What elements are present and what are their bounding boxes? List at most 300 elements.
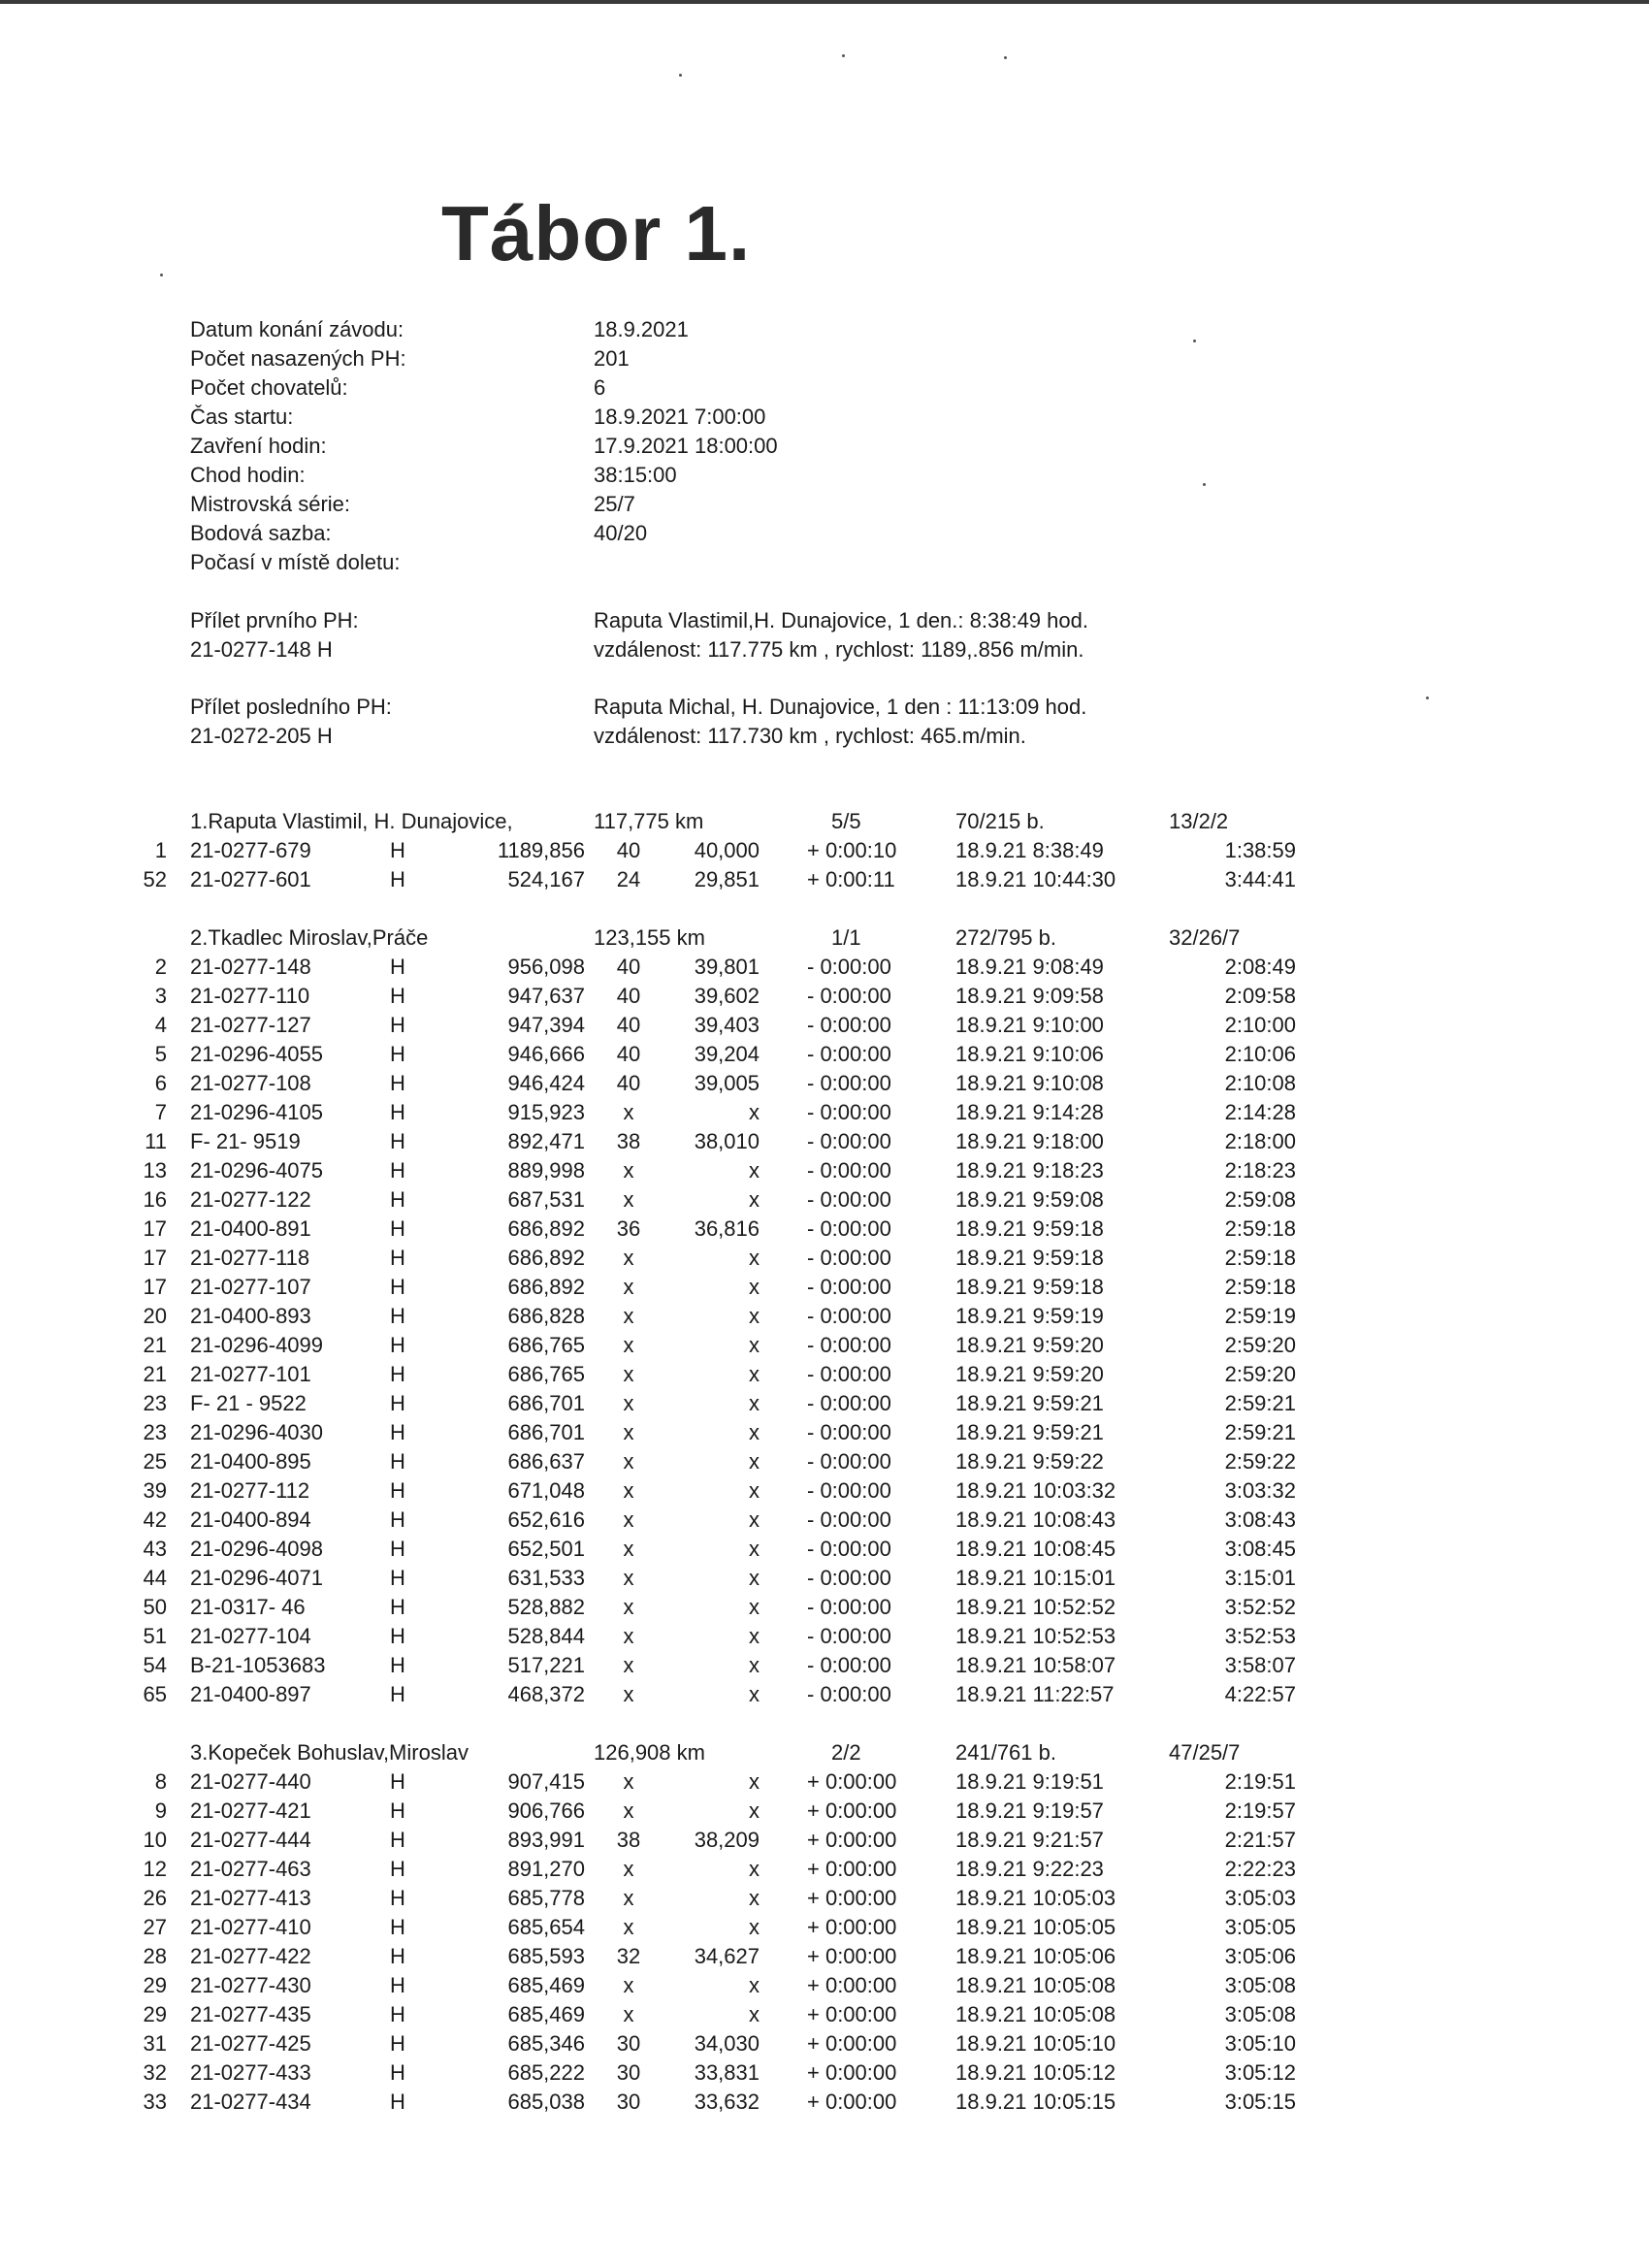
coefficient-cell: x (749, 1653, 760, 1677)
table-row (0, 865, 1649, 894)
placing-cell: 23 (143, 1391, 167, 1415)
arrival-time-cell: 18.9.21 9:10:00 (955, 1013, 1104, 1037)
sex-cell: H (390, 1216, 405, 1241)
scan-speck (1426, 697, 1429, 699)
arrival-time-cell: 18.9.21 10:05:06 (955, 1944, 1116, 1968)
coefficient-cell: x (749, 1769, 760, 1794)
speed-cell: 652,616 (507, 1507, 585, 1532)
placing-cell: 65 (143, 1682, 167, 1706)
flight-duration-cell: 2:59:21 (1224, 1391, 1296, 1415)
ring-number-cell: 21-0277-434 (190, 2090, 311, 2114)
coefficient-cell: 39,801 (694, 955, 760, 979)
ring-number-cell: 21-0277-104 (190, 1624, 311, 1648)
speed-cell: 685,469 (507, 2002, 585, 2026)
coefficient-cell: 39,602 (694, 984, 760, 1008)
first-arrival-line1: Raputa Vlastimil,H. Dunajovice, 1 den.: 8:38:49 hod. (594, 608, 1088, 632)
points-cell: 30 (616, 2031, 641, 2056)
arrival-time-cell: 18.9.21 10:05:15 (955, 2090, 1116, 2114)
coefficient-cell: x (749, 1973, 760, 1997)
flight-duration-cell: 3:44:41 (1224, 867, 1296, 891)
table-row (0, 1855, 1649, 1884)
table-row (0, 1215, 1649, 1244)
table-row (0, 1127, 1649, 1156)
placing-cell: 44 (143, 1566, 167, 1590)
arrival-time-cell: 18.9.21 10:05:08 (955, 1973, 1116, 1997)
placing-cell: 9 (154, 1798, 167, 1823)
speed-cell: 906,766 (507, 1798, 585, 1823)
points-cell: x (623, 1158, 634, 1183)
speed-cell: 889,998 (507, 1158, 585, 1183)
ring-number-cell: 21-0277-122 (190, 1187, 311, 1212)
points-cell: x (623, 1595, 634, 1619)
table-row (0, 1244, 1649, 1273)
correction-cell: - 0:00:00 (807, 1042, 891, 1066)
table-row (0, 1476, 1649, 1506)
sex-cell: H (390, 2060, 405, 2085)
info-value: 18.9.2021 (594, 317, 689, 341)
ring-number-cell: 21-0277-110 (190, 984, 310, 1008)
correction-cell: + 0:00:00 (807, 2002, 897, 2026)
flight-duration-cell: 3:52:52 (1224, 1595, 1296, 1619)
table-row (0, 1767, 1649, 1797)
speed-cell: 892,471 (507, 1129, 585, 1153)
sex-cell: H (390, 2031, 405, 2056)
flight-duration-cell: 4:22:57 (1224, 1682, 1296, 1706)
speed-cell: 631,533 (507, 1566, 585, 1590)
group-ratio: 1/1 (831, 925, 861, 950)
coefficient-cell: x (749, 1595, 760, 1619)
placing-cell: 32 (143, 2060, 167, 2085)
group-name: 1.Raputa Vlastimil, H. Dunajovice, (190, 809, 513, 833)
correction-cell: + 0:00:00 (807, 2090, 897, 2114)
correction-cell: + 0:00:00 (807, 1973, 897, 1997)
arrival-time-cell: 18.9.21 10:15:01 (955, 1566, 1116, 1590)
ring-number-cell: 21-0277-430 (190, 1973, 311, 1997)
ring-number-cell: 21-0296-4105 (190, 1100, 324, 1124)
coefficient-cell: x (749, 1886, 760, 1910)
correction-cell: + 0:00:00 (807, 2060, 897, 2085)
points-cell: 40 (616, 1042, 641, 1066)
speed-cell: 685,654 (507, 1915, 585, 1939)
points-cell: 40 (616, 838, 641, 862)
table-row (0, 1302, 1649, 1331)
flight-duration-cell: 2:59:20 (1224, 1362, 1296, 1386)
correction-cell: - 0:00:00 (807, 1100, 891, 1124)
coefficient-cell: x (749, 1391, 760, 1415)
correction-cell: - 0:00:00 (807, 1595, 891, 1619)
sex-cell: H (390, 1973, 405, 1997)
points-cell: x (623, 1798, 634, 1823)
coefficient-cell: x (749, 1915, 760, 1939)
sex-cell: H (390, 1158, 405, 1183)
flight-duration-cell: 2:10:08 (1224, 1071, 1296, 1095)
flight-duration-cell: 3:05:10 (1224, 2031, 1296, 2056)
speed-cell: 686,765 (507, 1333, 585, 1357)
coefficient-cell: x (749, 1507, 760, 1532)
ring-number-cell: 21-0296-4099 (190, 1333, 324, 1357)
correction-cell: - 0:00:00 (807, 1391, 891, 1415)
points-cell: x (623, 1886, 634, 1910)
correction-cell: - 0:00:00 (807, 1071, 891, 1095)
placing-cell: 29 (143, 1973, 167, 1997)
flight-duration-cell: 3:05:03 (1224, 1886, 1296, 1910)
sex-cell: H (390, 1013, 405, 1037)
placing-cell: 7 (154, 1100, 167, 1124)
flight-duration-cell: 2:18:00 (1224, 1129, 1296, 1153)
table-row (0, 1826, 1649, 1855)
table-row (0, 1069, 1649, 1098)
ring-number-cell: 21-0277-463 (190, 1857, 311, 1881)
ring-number-cell: 21-0277-421 (190, 1798, 311, 1823)
group-points: 70/215 b. (955, 809, 1045, 833)
ring-number-cell: 21-0296-4055 (190, 1042, 324, 1066)
coefficient-cell: x (749, 1246, 760, 1270)
flight-duration-cell: 3:05:06 (1224, 1944, 1296, 1968)
arrival-time-cell: 18.9.21 9:59:08 (955, 1187, 1104, 1212)
ring-number-cell: 21-0400-893 (190, 1304, 311, 1328)
placing-cell: 17 (143, 1275, 167, 1299)
points-cell: 38 (616, 1129, 641, 1153)
table-row (0, 1884, 1649, 1913)
table-row (0, 1506, 1649, 1535)
points-cell: x (623, 1449, 634, 1474)
info-value: 25/7 (594, 492, 635, 516)
info-value: 201 (594, 346, 630, 371)
flight-duration-cell: 2:10:00 (1224, 1013, 1296, 1037)
correction-cell: + 0:00:00 (807, 2031, 897, 2056)
table-row (0, 1418, 1649, 1447)
ring-number-cell: 21-0277-444 (190, 1828, 311, 1852)
table-row (0, 1331, 1649, 1360)
info-value: 18.9.2021 7:00:00 (594, 405, 766, 429)
speed-cell: 893,991 (507, 1828, 585, 1852)
arrival-time-cell: 18.9.21 10:44:30 (955, 867, 1116, 891)
info-label: Bodová sazba: (190, 521, 332, 545)
speed-cell: 685,222 (507, 2060, 585, 2085)
sex-cell: H (390, 1391, 405, 1415)
speed-cell: 686,892 (507, 1275, 585, 1299)
flight-duration-cell: 2:14:28 (1224, 1100, 1296, 1124)
table-row (0, 1971, 1649, 2000)
sex-cell: H (390, 1187, 405, 1212)
coefficient-cell: 39,005 (694, 1071, 760, 1095)
speed-cell: 528,882 (507, 1595, 585, 1619)
placing-cell: 5 (154, 1042, 167, 1066)
ring-number-cell: B-21-1053683 (190, 1653, 326, 1677)
flight-duration-cell: 2:10:06 (1224, 1042, 1296, 1066)
last-arrival-label: Přílet posledního PH: (190, 695, 392, 719)
arrival-time-cell: 18.9.21 9:10:06 (955, 1042, 1104, 1066)
group-series: 13/2/2 (1169, 809, 1229, 833)
table-row (0, 982, 1649, 1011)
coefficient-cell: 39,204 (694, 1042, 760, 1066)
arrival-time-cell: 18.9.21 11:22:57 (955, 1682, 1115, 1706)
group-name: 3.Kopeček Bohuslav,Miroslav (190, 1740, 469, 1765)
speed-cell: 517,221 (507, 1653, 585, 1677)
flight-duration-cell: 3:05:08 (1224, 1973, 1296, 1997)
points-cell: x (623, 1187, 634, 1212)
arrival-time-cell: 18.9.21 10:05:03 (955, 1886, 1116, 1910)
sex-cell: H (390, 1129, 405, 1153)
points-cell: x (623, 2002, 634, 2026)
correction-cell: - 0:00:00 (807, 1129, 891, 1153)
flight-duration-cell: 2:21:57 (1224, 1828, 1296, 1852)
correction-cell: + 0:00:00 (807, 1857, 897, 1881)
coefficient-cell: x (749, 1566, 760, 1590)
speed-cell: 1189,856 (497, 838, 585, 862)
sex-cell: H (390, 1915, 405, 1939)
ring-number-cell: 21-0277-107 (190, 1275, 311, 1299)
placing-cell: 11 (145, 1129, 167, 1153)
flight-duration-cell: 3:05:05 (1224, 1915, 1296, 1939)
ring-number-cell: F- 21- 9519 (190, 1129, 301, 1153)
sex-cell: H (390, 867, 405, 891)
arrival-time-cell: 18.9.21 10:08:45 (955, 1537, 1116, 1561)
coefficient-cell: x (749, 1362, 760, 1386)
ring-number-cell: 21-0277-127 (190, 1013, 311, 1037)
group-ratio: 2/2 (831, 1740, 861, 1765)
sex-cell: H (390, 1798, 405, 1823)
placing-cell: 17 (143, 1246, 167, 1270)
ring-number-cell: 21-0277-425 (190, 2031, 311, 2056)
flight-duration-cell: 3:08:45 (1224, 1537, 1296, 1561)
sex-cell: H (390, 2002, 405, 2026)
correction-cell: - 0:00:00 (807, 1537, 891, 1561)
points-cell: 40 (616, 1013, 641, 1037)
correction-cell: - 0:00:00 (807, 1216, 891, 1241)
flight-duration-cell: 2:59:18 (1224, 1275, 1296, 1299)
placing-cell: 13 (143, 1158, 167, 1183)
correction-cell: - 0:00:00 (807, 1187, 891, 1212)
flight-duration-cell: 2:19:57 (1224, 1798, 1296, 1823)
coefficient-cell: 33,831 (694, 2060, 760, 2085)
info-label: Zavření hodin: (190, 434, 327, 458)
group-points: 241/761 b. (955, 1740, 1056, 1765)
table-row (0, 1098, 1649, 1127)
arrival-time-cell: 18.9.21 9:59:21 (955, 1420, 1104, 1444)
correction-cell: + 0:00:00 (807, 1828, 897, 1852)
placing-cell: 52 (143, 867, 167, 891)
speed-cell: 686,828 (507, 1304, 585, 1328)
correction-cell: - 0:00:00 (807, 984, 891, 1008)
scan-speck (160, 274, 163, 276)
info-value: 17.9.2021 18:00:00 (594, 434, 778, 458)
placing-cell: 12 (143, 1857, 167, 1881)
points-cell: x (623, 1915, 634, 1939)
flight-duration-cell: 3:05:08 (1224, 2002, 1296, 2026)
table-row (0, 1797, 1649, 1826)
points-cell: 24 (616, 867, 641, 891)
speed-cell: 686,892 (507, 1216, 585, 1241)
placing-cell: 20 (143, 1304, 167, 1328)
coefficient-cell: x (749, 2002, 760, 2026)
speed-cell: 956,098 (507, 955, 585, 979)
flight-duration-cell: 2:59:22 (1224, 1449, 1296, 1474)
sex-cell: H (390, 984, 405, 1008)
ring-number-cell: 21-0277-112 (190, 1478, 310, 1503)
info-label: Počet chovatelů: (190, 375, 348, 400)
speed-cell: 652,501 (507, 1537, 585, 1561)
placing-cell: 31 (143, 2031, 167, 2056)
sex-cell: H (390, 1246, 405, 1270)
table-row (0, 1040, 1649, 1069)
arrival-time-cell: 18.9.21 10:05:08 (955, 2002, 1116, 2026)
ring-number-cell: 21-0400-895 (190, 1449, 311, 1474)
flight-duration-cell: 3:03:32 (1224, 1478, 1296, 1503)
coefficient-cell: 39,403 (694, 1013, 760, 1037)
flight-duration-cell: 2:08:49 (1224, 955, 1296, 979)
group-distance: 126,908 km (594, 1740, 705, 1765)
table-row (0, 1360, 1649, 1389)
table-row (0, 2000, 1649, 2029)
coefficient-cell: 38,209 (694, 1828, 760, 1852)
coefficient-cell: 33,632 (694, 2090, 760, 2114)
points-cell: x (623, 1507, 634, 1532)
correction-cell: - 0:00:00 (807, 1304, 891, 1328)
arrival-time-cell: 18.9.21 9:59:18 (955, 1216, 1104, 1241)
points-cell: x (623, 1333, 634, 1357)
correction-cell: + 0:00:00 (807, 1886, 897, 1910)
placing-cell: 27 (143, 1915, 167, 1939)
flight-duration-cell: 3:58:07 (1224, 1653, 1296, 1677)
placing-cell: 43 (143, 1537, 167, 1561)
points-cell: 40 (616, 1071, 641, 1095)
placing-cell: 17 (143, 1216, 167, 1241)
speed-cell: 915,923 (507, 1100, 585, 1124)
speed-cell: 686,892 (507, 1246, 585, 1270)
sex-cell: H (390, 1507, 405, 1532)
scan-speck (842, 54, 845, 57)
table-row (0, 953, 1649, 982)
speed-cell: 685,778 (507, 1886, 585, 1910)
points-cell: x (623, 1304, 634, 1328)
placing-cell: 1 (154, 838, 167, 862)
speed-cell: 946,424 (507, 1071, 585, 1095)
arrival-time-cell: 18.9.21 9:14:28 (955, 1100, 1104, 1124)
coefficient-cell: x (749, 1275, 760, 1299)
arrival-time-cell: 18.9.21 9:18:00 (955, 1129, 1104, 1153)
ring-number-cell: 21-0277-435 (190, 2002, 311, 2026)
ring-number-cell: 21-0277-422 (190, 1944, 311, 1968)
table-row (0, 1622, 1649, 1651)
arrival-time-cell: 18.9.21 10:52:52 (955, 1595, 1116, 1619)
coefficient-cell: x (749, 1158, 760, 1183)
coefficient-cell: x (749, 1333, 760, 1357)
flight-duration-cell: 3:08:43 (1224, 1507, 1296, 1532)
info-label: Mistrovská série: (190, 492, 351, 516)
scan-speck (1004, 56, 1007, 59)
flight-duration-cell: 2:22:23 (1224, 1857, 1296, 1881)
table-row (0, 1680, 1649, 1709)
placing-cell: 6 (154, 1071, 167, 1095)
coefficient-cell: 34,627 (694, 1944, 760, 1968)
breeder-group (0, 807, 1649, 894)
last-arrival-line2: vzdálenost: 117.730 km , rychlost: 465.m/min. (594, 724, 1026, 748)
sex-cell: H (390, 1042, 405, 1066)
arrival-time-cell: 18.9.21 9:59:20 (955, 1362, 1104, 1386)
first-arrival-ring: 21-0277-148 H (190, 637, 333, 662)
coefficient-cell: 38,010 (694, 1129, 760, 1153)
page-title: Tábor 1. (441, 190, 752, 276)
coefficient-cell: x (749, 1449, 760, 1474)
group-header (0, 807, 1649, 836)
placing-cell: 8 (154, 1769, 167, 1794)
points-cell: 36 (616, 1216, 641, 1241)
arrival-time-cell: 18.9.21 9:10:08 (955, 1071, 1104, 1095)
group-distance: 117,775 km (594, 809, 704, 833)
placing-cell: 33 (143, 2090, 167, 2114)
correction-cell: - 0:00:00 (807, 1653, 891, 1677)
arrival-time-cell: 18.9.21 9:59:22 (955, 1449, 1104, 1474)
points-cell: x (623, 1857, 634, 1881)
sex-cell: H (390, 1886, 405, 1910)
sex-cell: H (390, 1449, 405, 1474)
coefficient-cell: x (749, 1682, 760, 1706)
flight-duration-cell: 2:59:18 (1224, 1216, 1296, 1241)
points-cell: x (623, 1653, 634, 1677)
arrival-time-cell: 18.9.21 9:59:20 (955, 1333, 1104, 1357)
correction-cell: - 0:00:00 (807, 1566, 891, 1590)
arrival-time-cell: 18.9.21 10:05:10 (955, 2031, 1116, 2056)
flight-duration-cell: 3:05:15 (1224, 2090, 1296, 2114)
breeder-group (0, 923, 1649, 1709)
flight-duration-cell: 2:09:58 (1224, 984, 1296, 1008)
correction-cell: + 0:00:11 (807, 867, 895, 891)
ring-number-cell: 21-0277-679 (190, 838, 311, 862)
points-cell: x (623, 1420, 634, 1444)
group-ratio: 5/5 (831, 809, 861, 833)
info-value: 38:15:00 (594, 463, 677, 487)
correction-cell: + 0:00:00 (807, 1769, 897, 1794)
first-arrival-line2: vzdálenost: 117.775 km , rychlost: 1189,.856 m/min. (594, 637, 1084, 662)
ring-number-cell: 21-0277-433 (190, 2060, 311, 2085)
sex-cell: H (390, 1828, 405, 1852)
placing-cell: 51 (143, 1624, 167, 1648)
sex-cell: H (390, 1566, 405, 1590)
speed-cell: 685,593 (507, 1944, 585, 1968)
placing-cell: 10 (143, 1828, 167, 1852)
table-row (0, 1564, 1649, 1593)
coefficient-cell: x (749, 1798, 760, 1823)
points-cell: x (623, 1769, 634, 1794)
scan-speck (1203, 483, 1206, 486)
table-row (0, 1942, 1649, 1971)
sex-cell: H (390, 1769, 405, 1794)
points-cell: x (623, 1537, 634, 1561)
ring-number-cell: 21-0400-891 (190, 1216, 311, 1241)
points-cell: x (623, 1973, 634, 1997)
sex-cell: H (390, 1100, 405, 1124)
table-row (0, 2058, 1649, 2088)
arrival-time-cell: 18.9.21 9:21:57 (955, 1828, 1104, 1852)
sex-cell: H (390, 1595, 405, 1619)
info-label: Chod hodin: (190, 463, 306, 487)
placing-cell: 25 (143, 1449, 167, 1474)
points-cell: 30 (616, 2090, 641, 2114)
points-cell: x (623, 1100, 634, 1124)
speed-cell: 686,701 (507, 1420, 585, 1444)
arrival-time-cell: 18.9.21 9:59:18 (955, 1246, 1104, 1270)
arrival-time-cell: 18.9.21 10:05:05 (955, 1915, 1116, 1939)
correction-cell: + 0:00:10 (807, 838, 897, 862)
sex-cell: H (390, 1333, 405, 1357)
arrival-time-cell: 18.9.21 9:09:58 (955, 984, 1104, 1008)
ring-number-cell: 21-0277-410 (190, 1915, 311, 1939)
points-cell: x (623, 1246, 634, 1270)
sex-cell: H (390, 838, 405, 862)
placing-cell: 50 (143, 1595, 167, 1619)
correction-cell: - 0:00:00 (807, 1013, 891, 1037)
